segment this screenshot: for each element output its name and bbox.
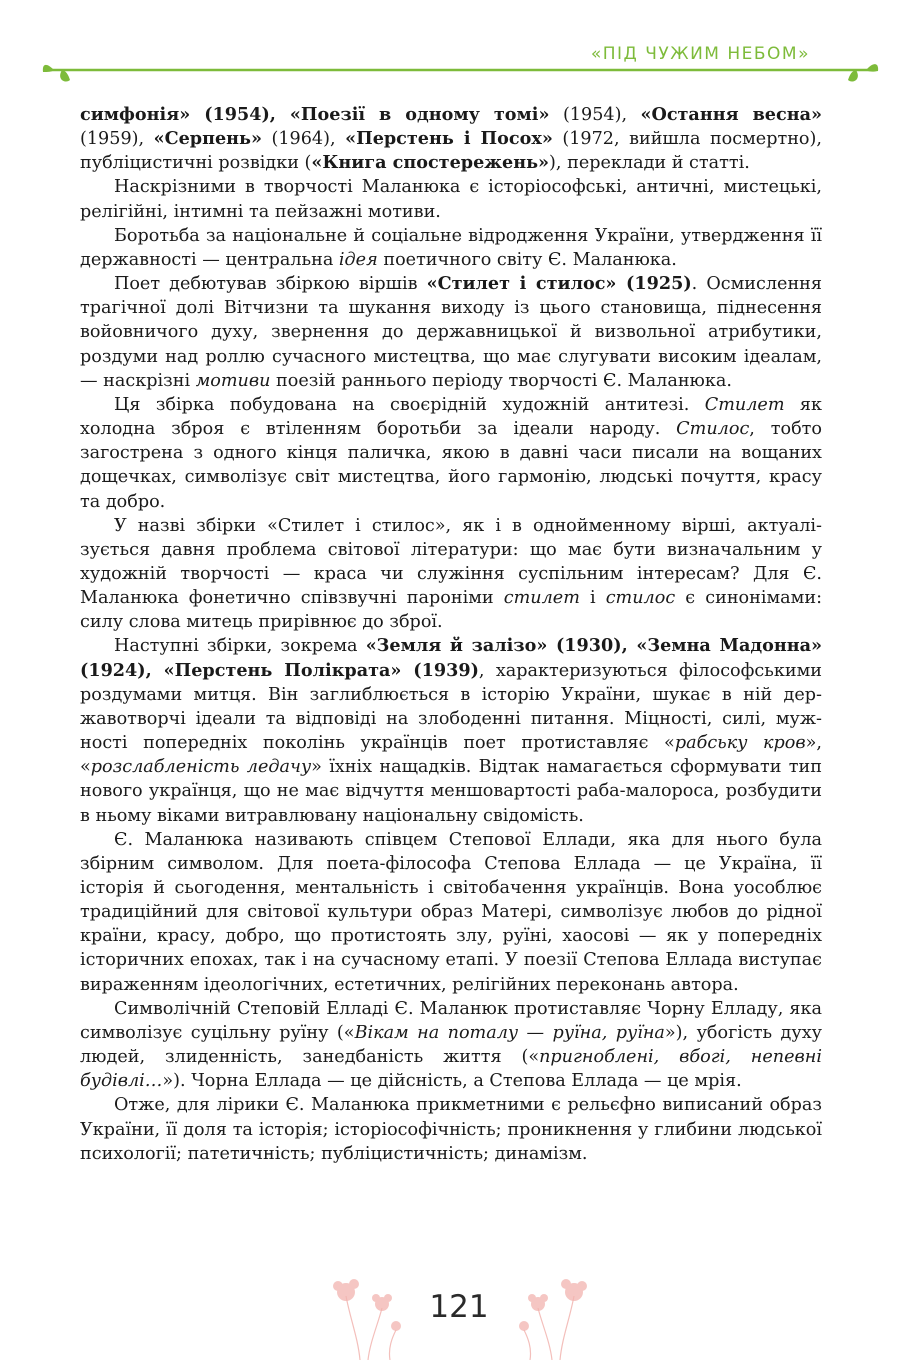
paragraph: Є. Маланюка називають співцем Степової Еллади, яка для нього була збірним символом. Для поета-філософа Степова Еллада — це Україна, її історія й сьогодення, ментальність і світобачення українців. Вона уособлює традиційний для світової культури образ Матері, символізує любов до рідної країни, красу, добро, що протистоять злу, руїні, хаосові — як у попередніх історичних епохах, так і на сучасному етапі. У поезії Степова Еллада виступає вираженням ідеологічних, естетичних, релігійних переконань автора. (80, 829, 822, 995)
paragraph: симфонія» (1954), «Поезії в одному томі» (1954), «Остання весна» (1959), «Серпень» (1964), «Перстень і Посох» (1972, вийшла посмертно), публіцистичні розвідки («Книга спостережень»), переклади й статті. (80, 104, 822, 174)
header-vine-rule (40, 58, 880, 88)
paragraph: Символічній Степовій Елладі Є. Маланюк протиставляє Чорну Елладу, яка символізує суцільну руїну («Вікам на поталу — руїна, руїна»), убогість духу людей, злиденність, занедбаність життя («пригноблені, вбогі, непевні будівлі…»). Чорна Еллада — це дійсність, а Степова Еллада — це мрія. (80, 998, 822, 1092)
paragraph: Отже, для лірики Є. Маланюка прикметними є рельєфно виписаний образ України, її доля та історія; історіософічність; проникнення у глибини людської психології; патетичність; публіцистичність; динамізм. (80, 1095, 822, 1164)
paragraph: Наступні збірки, зокрема «Земля й залізо» (1930), «Земна Мадонна» (1924), «Перстень Полікрата» (1939), характеризуються філософськими роздумами митця. Він заглиблюється в історію України, шукає в ній державотворчі ідеали та відповіді на злободенні питання. Міцності, силі, мужності попередніх поколінь українців поет протиставляє «рабську кров», «розслабленість ледачу» їхніх нащадків. Відтак намагається сформувати тип нового українця, що не має відчуття меншовартості раба-малороса, розбудити в ньому віками витравлювану національну свідомість. (80, 635, 822, 826)
paragraph: Боротьба за національне й соціальне відродження України, утвердження її державності — центральна ідея поетичного світу Є. Маланюка. (80, 225, 822, 270)
paragraph: Ця збірка побудована на своєрідній художній антитезі. Стилет як холодна зброя є втіленням боротьби за ідеали народу. Стилос, тобто загострена з одного кінця паличка, якою в давні часи писали на вощаних дощечках, символізує світ мистецтва, його гармонію, людські почуття, красу та добро. (80, 394, 822, 512)
section-title: «ПІД ЧУЖИМ НЕБОМ» (590, 44, 810, 64)
paragraph: Наскрізними в творчості Маланюка є історіософські, античні, мистецькі, релігійні, інтимні та пейзажні мотиви. (80, 177, 822, 222)
paragraph: Поет дебютував збіркою віршів «Стилет і стилос» (1925). Осмислення трагічної долі Вітчизни та шукання виходу із цього становища, піднесення войовничого духу, звернення до державницької й визвольної атрибутики, роздуми над роллю сучасного мистецтва, що має слугувати високим ідеалам, — наскрізні мотиви поезій раннього періоду творчості Є. Маланюка. (80, 273, 823, 391)
text-content (80, 103, 822, 1166)
page-number: 121 (429, 1289, 489, 1325)
paragraph: У назві збірки «Стилет і стилос», як і в однойменному вірші, актуалізується давня проблема світової літератури: що має бути визначальним у художній творчості — краса чи служіння суспільним інтересам? Для Є. Маланюка фонетично співзвучні пароніми стилет і стилос є синонімами: силу слова митець прирівнює до зброї. (80, 515, 822, 633)
